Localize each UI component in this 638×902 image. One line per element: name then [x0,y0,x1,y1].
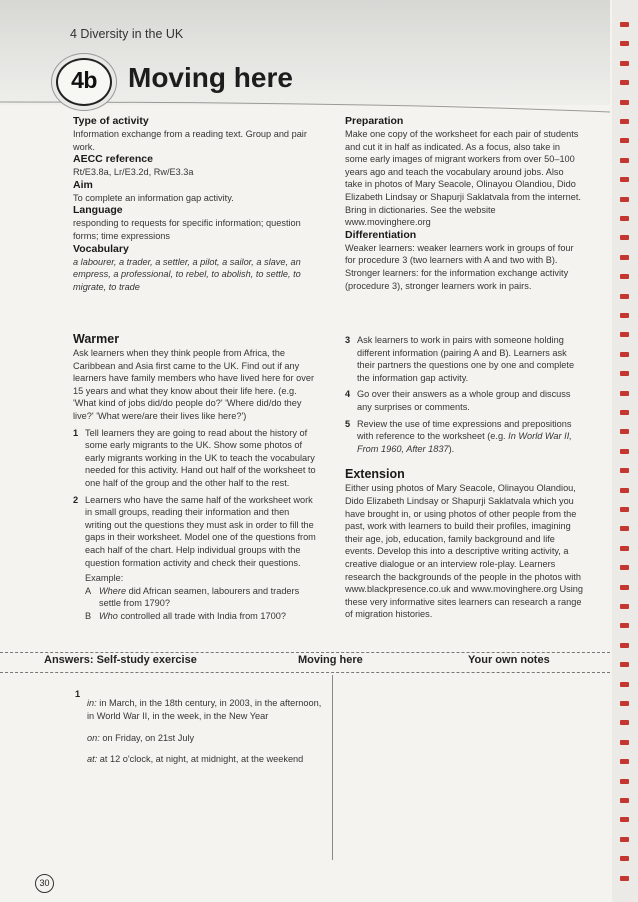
binding-coil [620,488,629,493]
answers-label: Answers: Self-study exercise [44,654,197,666]
step-text: Go over their answers as a whole group and discuss any surprises or comments. [357,389,571,412]
lesson-badge [56,58,112,106]
binding-coil [620,61,629,66]
binding-coil [620,585,629,590]
binding-coil [620,565,629,570]
column-divider [332,675,333,860]
example-b [85,610,317,623]
aim-heading: Aim [73,178,93,191]
answer-on-label: on: [87,732,100,743]
binding-coil [620,235,629,240]
procedure-step [345,388,587,413]
aim-text: To complete an information gap activity. [73,192,234,203]
step-text: Learners who have the same half of the worksheet work in small groups, reading their information and then writing out the questions they must ask in order to fill the gaps in their worksheet. Model one of the questions from each half of the chart. Help individual groups with the question formation activity and check their questions. [85,494,316,568]
binding-coil [620,80,629,85]
binding-coil [620,817,629,822]
step-text-end: ). [448,443,455,454]
warmer-heading: Warmer [73,332,120,346]
answer-on-text: on Friday, on 21st July [102,732,195,743]
step-number: 2 [73,494,79,505]
example-question-word: Where [99,585,127,596]
example-question-word: Who [99,610,118,621]
binding-coil [620,429,629,434]
binding-coil [620,856,629,861]
binding-coil [620,313,629,318]
step-number: 1 [73,427,79,438]
binding-coil [620,197,629,202]
binding-coil [620,876,629,881]
vocabulary-text: a labourer, a trader, a settler, a pilot, a sailor, a slave, an empress, a professional, to rebel, to abolish, to settle, to migrate, to trade [73,256,301,292]
section-label: 4 Diversity in the UK [70,27,184,41]
differentiation-heading: Differentiation [345,228,417,241]
language-heading: Language [73,204,123,217]
step-text: Review the use of time expressions and prepositions with reference to the worksheet (e.g. [357,418,572,442]
binding-coil [620,216,629,221]
example-question-text: did African seamen, labourers and traders settle from 1790? [99,585,300,609]
binding-coil [620,468,629,473]
binding-coil [620,138,629,143]
preparation-text: Make one copy of the worksheet for each pair of students and cut it in half as indicated. As a focus, also take in some early images of migrant workers from over 50–100 years ago and teach the vocabulary around jobs. Also take in photos of Mary Seacole, Olinayou Olandiou, Dido Elizabeth Lindsay or Shapurji Saklatvala from the internet. Bring in dictionaries. See the website www.movinghere.org [345,129,581,228]
answer-number: 1 [75,689,81,699]
step-text: Ask learners to work in pairs with someone holding different information (pairing A and B). Learners ask their partners the questions one by one and complete the information gap activity. [357,335,575,383]
binding-coil [620,837,629,842]
binding-coil [620,41,629,46]
binding-coil [620,526,629,531]
binding-coil [620,22,629,27]
page-number: 30 [35,874,54,893]
procedure-step [345,334,587,384]
warmer-column [73,332,317,622]
step-text: Tell learners they are going to read about the history of some early migrants to the UK. Show some photos of early migrants working in the UK to teach the vocabulary needed for this activity. Hand out half of the worksheet to one half of the group and the other half to the rest. [85,427,316,488]
binding-coil [620,177,629,182]
type-text: Information exchange from a reading text. Group and pair work. [73,129,307,152]
type-heading: Type of activity [73,115,149,127]
answer-at-label: at: [87,754,98,765]
warmer-text: Ask learners when they think people from Africa, the Caribbean and Asia first came to the UK. Find out if any learners have family members who have lived here for over 15 years and what they know about their life here. (e.g. 'What kind of jobs did/do people do?' 'Where did/do they live?' 'What were/are their lives like here?') [73,348,315,421]
binding-coil [620,158,629,163]
example-block [73,572,317,622]
binding-coil [620,391,629,396]
example-question-text: controlled all trade with India from 1700? [120,610,286,621]
example-label: Example: [85,573,124,584]
binding-coil [620,371,629,376]
aecc-heading: AECC reference [73,153,153,166]
binding-coil [620,682,629,687]
example-letter: A [85,585,92,596]
answer-in-text: in March, in the 18th century, in 2003, in the afternoon, in World War II, in the week, in the New Year [87,698,322,721]
binding-coil [620,352,629,357]
binding-coil [620,662,629,667]
answers-band-top-rule [0,652,610,653]
worksheet-title-label: Moving here [298,654,363,666]
step-number: 5 [345,418,351,429]
procedure-right-column [345,330,587,621]
answer-in-label: in: [87,698,97,709]
binding-coil [620,332,629,337]
answer-item [75,688,325,775]
answers-section [75,684,325,775]
example-a [85,585,317,610]
step-text-italic: In World War II, From 1960, After 1837 [357,431,572,454]
binding-coil [620,410,629,415]
answer-at-text: at 12 o'clock, at night, at midnight, at the weekend [99,754,304,765]
binding-coil [620,623,629,628]
extension-text: Either using photos of Mary Seacole, Olinayou Olandiou, Dido Elizabeth Lindsay or Shapurji Saklatvala which you have brought in, or using photos of other people from the past, work with learners to build their profiles, imagining their age, job, education, family background and life events. Develop this into a descriptive writing activity, a creative dialogue or an interview role-play. Learners research the backgrounds of the people in the photos with www.blackpresence.co.uk and www.movinghere.org Using these very informative sites learners can research a range of migration histories. [345,483,583,620]
binding-coil [620,643,629,648]
notes-label: Your own notes [468,654,550,666]
answers-band-bottom-rule [0,672,610,673]
vocabulary-heading: Vocabulary [73,242,129,255]
differentiation-text: Weaker learners: weaker learners work in groups of four for procedure 3 (two learners with A and two with B). Stronger learners: for the information exchange activity (procedure 3), stronger learners work in pairs. [345,242,574,291]
binding-coil [620,449,629,454]
binding-coil [620,294,629,299]
binding-coil [620,701,629,706]
binding-coil [620,604,629,609]
binding-coil [620,740,629,745]
binding-coil [620,759,629,764]
binding-coil [620,798,629,803]
step-number: 4 [345,389,351,400]
binding-coil [620,255,629,260]
binding-coil [620,720,629,725]
extension-heading: Extension [345,467,405,482]
binding-coil [620,546,629,551]
left-info-column [73,115,309,293]
procedure-step [345,418,587,456]
binding-coil [620,119,629,124]
page-title: Moving here [128,62,293,93]
preparation-heading: Preparation [345,115,404,127]
aecc-text: Rt/E3.8a, Lr/E3.2d, Rw/E3.3a [73,167,194,178]
example-letter: B [85,610,92,621]
binding-coil [620,779,629,784]
binding-coil [620,274,629,279]
procedure-step [73,494,317,570]
lesson-code: 4b [71,67,97,93]
language-text: responding to requests for specific information; question forms; time expressions [73,218,301,241]
binding-coil [620,507,629,512]
binding-coil [620,100,629,105]
right-info-column [345,115,583,292]
step-number: 3 [345,335,351,345]
procedure-step [73,427,317,490]
